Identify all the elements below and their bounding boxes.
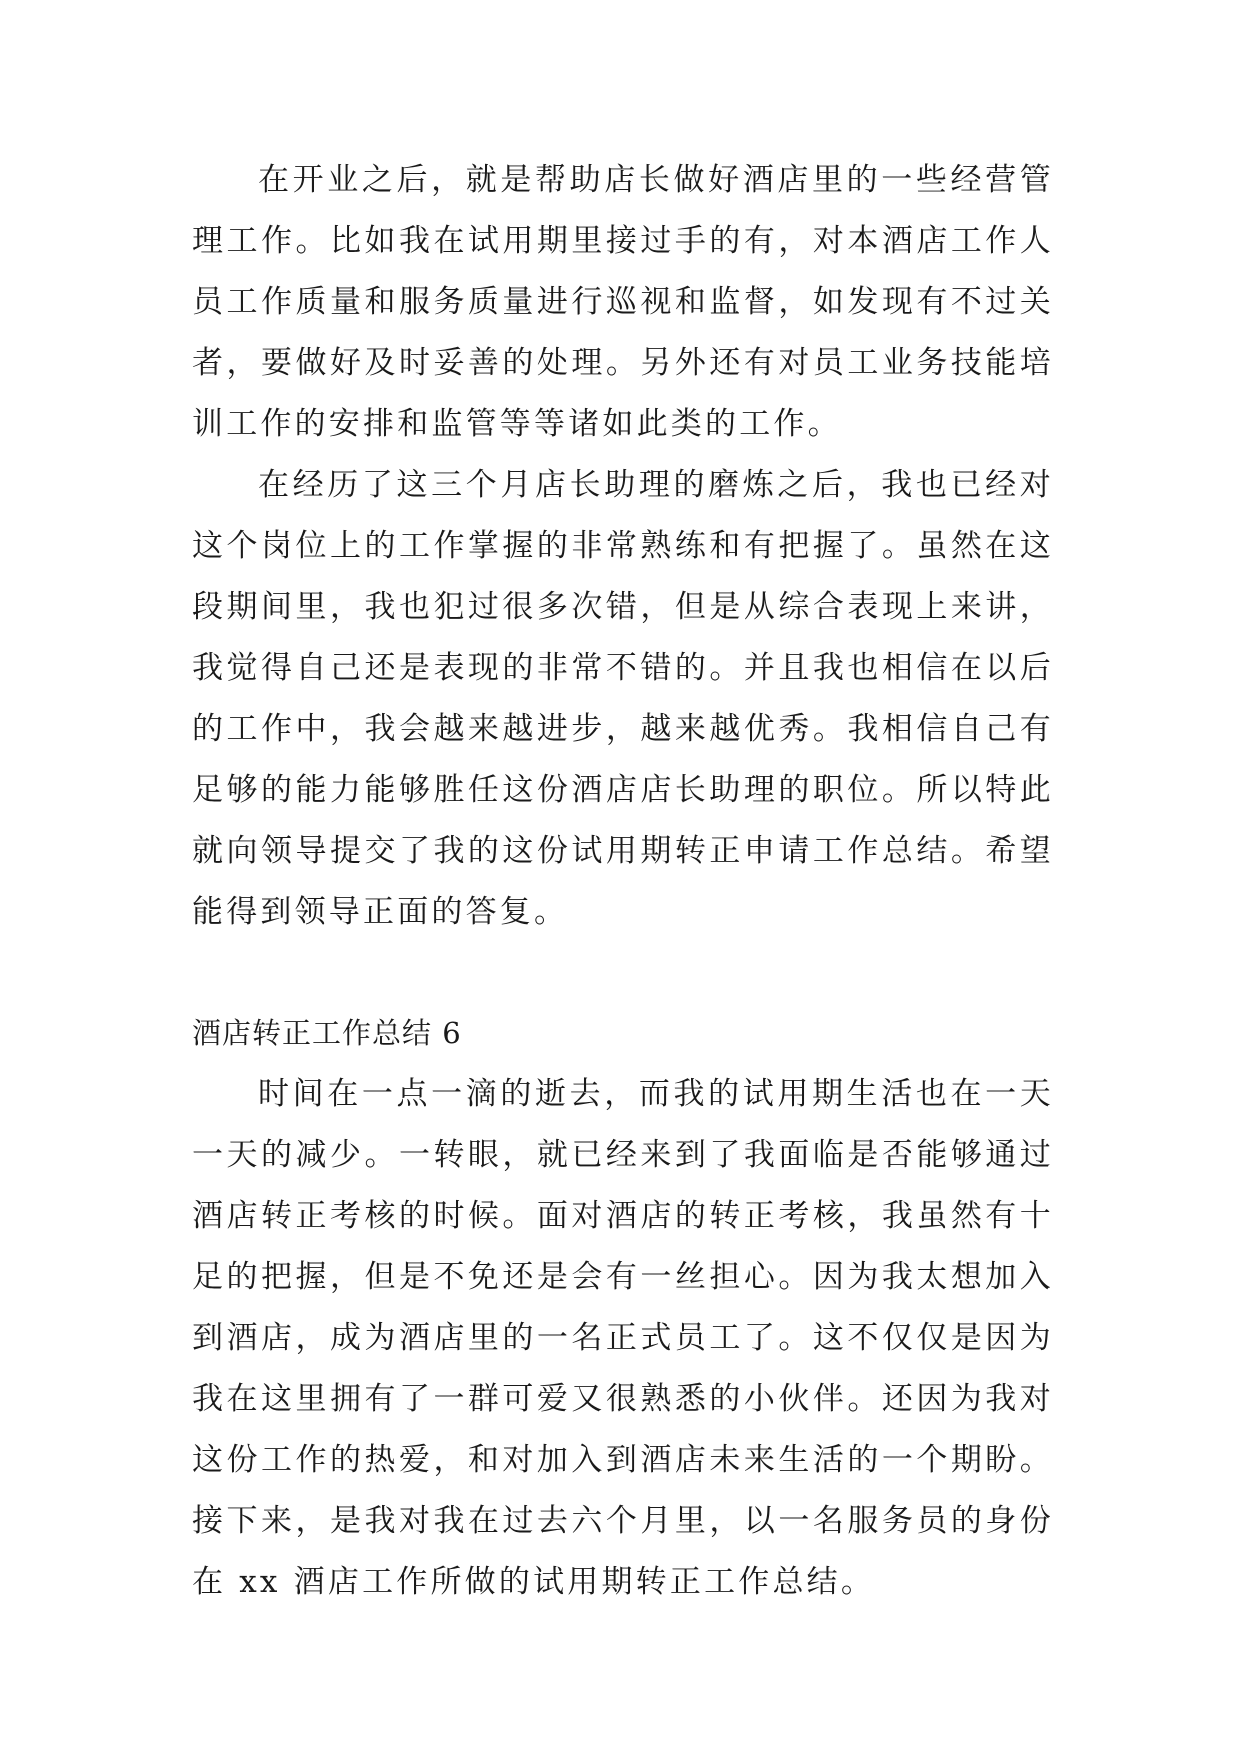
section-spacer bbox=[192, 943, 1054, 1003]
document-page bbox=[192, 150, 1054, 1613]
paragraph-probation-review: 在经历了这三个月店长助理的磨炼之后，我也已经对这个岗位上的工作掌握的非常熟练和有把握了。虽然在这段期间里，我也犯过很多次错，但是从综合表现上来讲，我觉得自己还是表现的非常不错的。并且我也相信在以后的工作中，我会越来越进步，越来越优秀。我相信自己有足够的能力能够胜任这份酒店店长助理的职位。所以特此就向领导提交了我的这份试用期转正申请工作总结。希望能得到领导正面的答复。 bbox=[192, 467, 1054, 930]
paragraph-summary-intro: 时间在一点一滴的逝去，而我的试用期生活也在一天一天的减少。一转眼，就已经来到了我面临是否能够通过酒店转正考核的时候。面对酒店的转正考核，我虽然有十足的把握，但是不免还是会有一丝担心。因为我太想加入到酒店，成为酒店里的一名正式员工了。这不仅仅是因为我在这里拥有了一群可爱又很熟悉的小伙伴。还因为我对这份工作的热爱，和对加入到酒店未来生活的一个期盼。接下来，是我对我在过去六个月里，以一名服务员的身份在 xx 酒店工作所做的试用期转正工作总结。 bbox=[192, 1076, 1054, 1600]
section-heading: 酒店转正工作总结 6 bbox=[192, 1016, 462, 1050]
paragraph-management-duties: 在开业之后，就是帮助店长做好酒店里的一些经营管理工作。比如我在试用期里接过手的有，对本酒店工作人员工作质量和服务质量进行巡视和监督，如发现有不过关者，要做好及时妥善的处理。另外还有对员工业务技能培训工作的安排和监管等等诸如此类的工作。 bbox=[192, 162, 1054, 442]
